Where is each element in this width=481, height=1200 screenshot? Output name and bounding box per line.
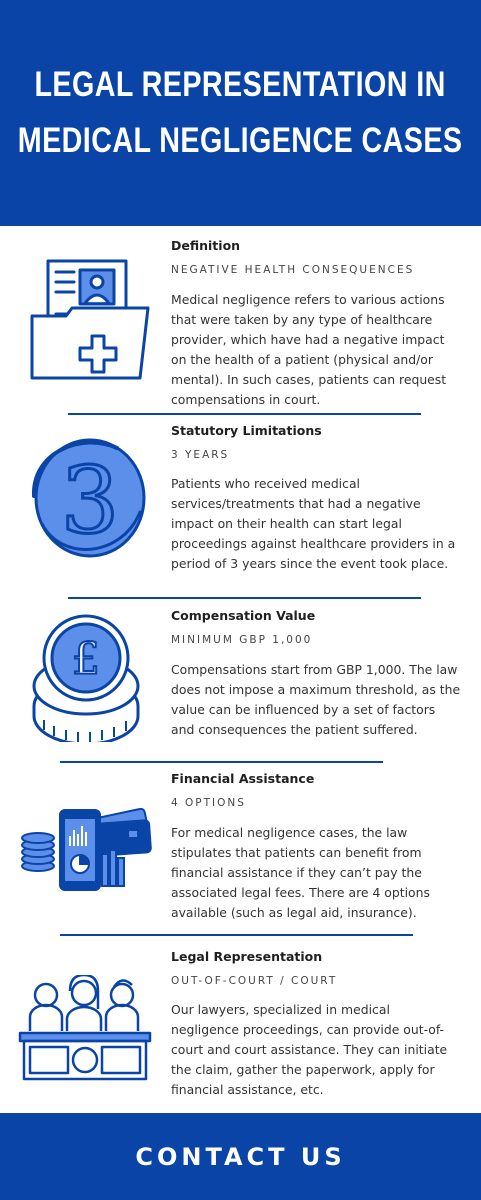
pound-coins-icon xyxy=(28,614,146,742)
section-title: Compensation Value xyxy=(171,608,316,623)
page-title-line-2: MEDICAL NEGLIGENCE CASES xyxy=(18,121,463,160)
section-body: Medical negligence refers to various actions that were taken by any type of healthcare provider, which have had a negative impact on the health of a patient (physical and/or mental). In such cases, patients can request compensations in court. xyxy=(171,292,447,407)
section-divider xyxy=(60,761,383,763)
medical-folder-icon xyxy=(28,256,154,386)
section-body: For medical negligence cases, the law stipulates that patients can benefit from financial assistance if they can’t pay the associated legal fees. There are 4 options available (such as legal aid, insurance). xyxy=(171,825,430,920)
number-three-glyph: 3 xyxy=(60,447,120,554)
section-subtitle: 4 OPTIONS xyxy=(171,797,246,809)
section-body: Our lawyers, specialized in medical negligence proceedings, can provide out-of-court and court assistance. They can initiate the claim, gather the paperwork, apply for financial assistance, etc. xyxy=(171,1002,448,1097)
section-subtitle: 3 YEARS xyxy=(171,449,230,461)
page-title-line-1: LEGAL REPRESENTATION IN xyxy=(34,65,447,104)
section-body: Compensations start from GBP 1,000. The law does not impose a maximum threshold, as the value can be influenced by a set of factors and consequences the patient suffered. xyxy=(171,662,461,737)
finance-phone-icon xyxy=(18,806,158,896)
section-divider xyxy=(68,413,421,415)
contact-us-banner[interactable] xyxy=(0,1113,481,1200)
header-banner xyxy=(0,0,481,226)
lawyers-panel-icon xyxy=(18,975,152,1083)
section-title: Legal Representation xyxy=(171,949,323,964)
section-body: Patients who received medical services/treatments that had a negative impact on their health can start legal proceedings against healthcare providers in a period of 3 years since the event took place. xyxy=(171,476,456,571)
section-title: Definition xyxy=(171,238,241,253)
pound-sign-glyph: £ xyxy=(72,634,100,685)
section-title: Statutory Limitations xyxy=(171,423,322,438)
contact-us-button[interactable]: CONTACT US xyxy=(135,1142,346,1171)
section-title: Financial Assistance xyxy=(171,771,315,786)
section-subtitle: MINIMUM GBP 1,000 xyxy=(171,634,313,646)
section-divider xyxy=(68,597,421,599)
section-subtitle: OUT-OF-COURT / COURT xyxy=(171,975,338,987)
page-title xyxy=(18,57,463,169)
number-three-icon xyxy=(22,432,152,562)
section-divider xyxy=(60,934,413,936)
section-subtitle: NEGATIVE HEALTH CONSEQUENCES xyxy=(171,264,415,276)
